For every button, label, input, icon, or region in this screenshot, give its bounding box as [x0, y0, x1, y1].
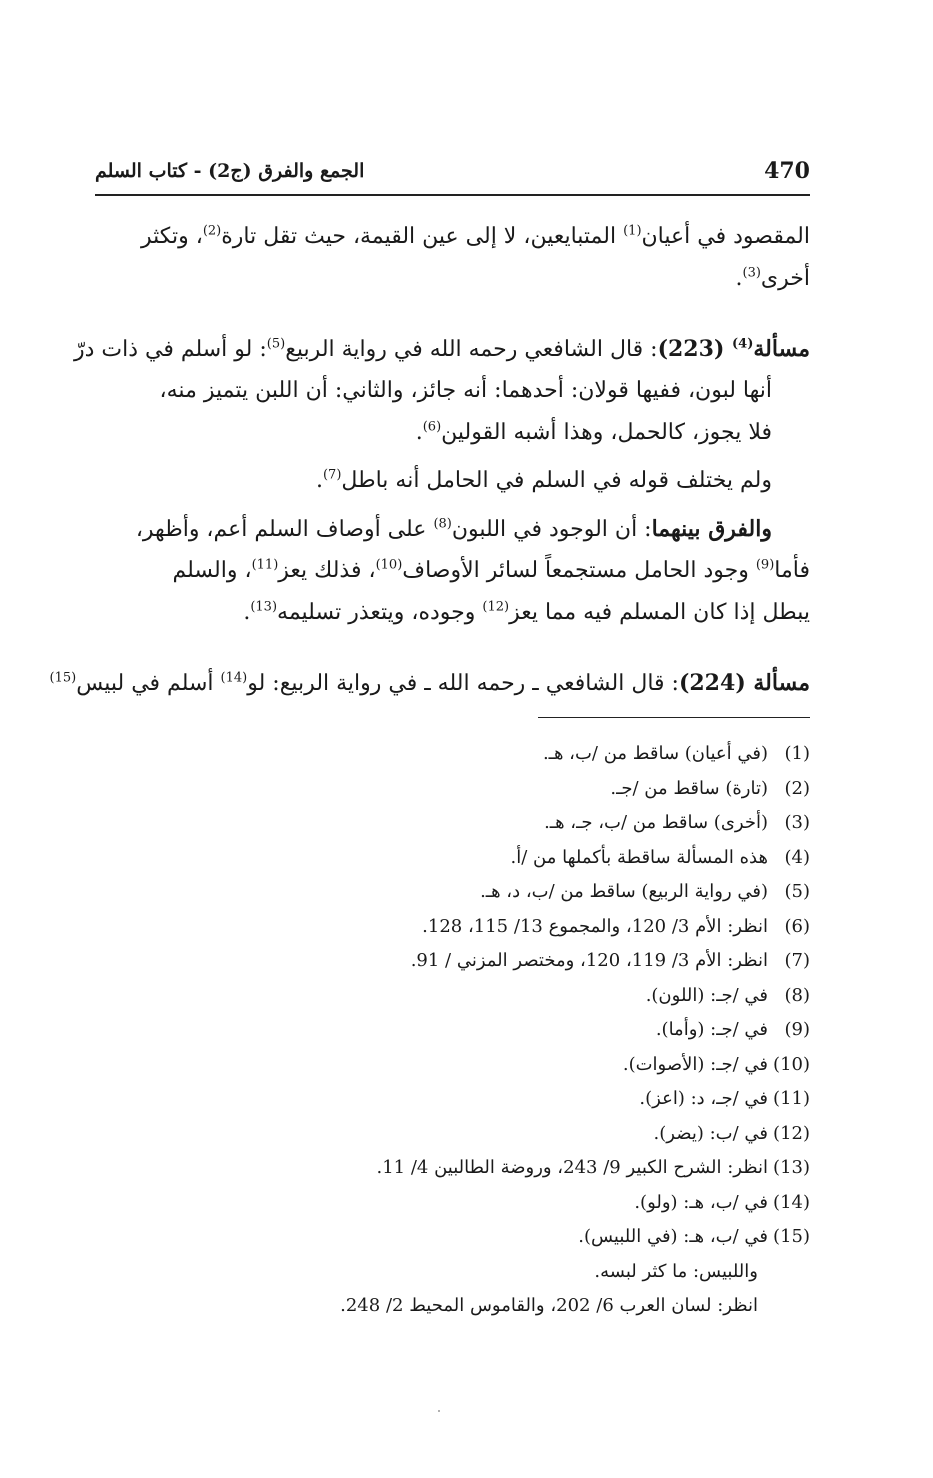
text-line: يبطل إذا كان المسلم فيه مما يعز$^{(12)}$ وجوده، ويتعذر تسليمه$^{(13)}$. [243, 599, 810, 625]
footnote-ref[interactable]: (14) [220, 670, 248, 686]
footnote-ref[interactable]: (7) [322, 467, 342, 483]
footnote-ref[interactable]: (10) [375, 557, 403, 573]
text-line: فأما$^{(9)}$ وجود الحامل مستجمعاً لسائر الأوصاف$^{(10)}$، فذلك يعز$^{(11)}$، والسلم [172, 557, 810, 583]
footnote: (4) هذه المسألة ساقطة بأكملها من /أ. [510, 846, 810, 868]
footnote: (14) في /ب، هـ: (ولو). [634, 1191, 810, 1213]
footnote: (1) (في أعيان) ساقط من /ب، هـ. [542, 743, 810, 764]
footnote-ref[interactable]: (13) [250, 599, 278, 615]
text-line: مسألة (224): قال الشافعي ـ رحمه الله ـ في رواية الربيع: لو$^{(14)}$ أسلم في لبيس$^{(15)}$ [49, 670, 810, 696]
footnote-continuation: انظر: لسان العرب 6/ 202، والقاموس المحيط 2/ 248. [340, 1295, 758, 1316]
footnote-ref[interactable]: (6) [422, 419, 442, 435]
footnote: (10) في /جـ: (الأصوات). [622, 1053, 810, 1075]
footnotes [95, 737, 810, 1324]
footnote: (8) في /جـ: (اللون). [645, 984, 810, 1006]
footnote-continuation: واللبيس: ما كثر لبسه. [594, 1260, 758, 1282]
footnote: (15) في /ب، هـ: (في اللبيس). [578, 1226, 810, 1247]
masala-224 [49, 662, 810, 704]
footnote: (5) (في رواية الربيع) ساقط من /ب، د، هـ. [480, 881, 810, 902]
footnote-ref[interactable]: (15) [49, 670, 77, 686]
footnote: (3) (أخرى) ساقط من /ب، جـ، هـ. [544, 812, 810, 833]
text-line: أخرى$^{(3)}$. [735, 265, 810, 291]
farq-label: والفرق بينهما [651, 516, 772, 542]
paragraph-intro [95, 216, 810, 300]
text-line: المقصود في أعيان$^{(1)}$ المتبايعين، لا إلى عين القيمة، حيث تقل تارة$^{(2)}$، وتكثر [141, 223, 810, 249]
text-line: مسألة$^{(4)}$ (223): قال الشافعي رحمه الله في رواية الربيع$^{(5)}$: لو أسلم في ذات درّ [73, 336, 810, 362]
masala-223 [73, 328, 810, 634]
footnote-ref[interactable]: (4) [732, 336, 754, 352]
footnote: (13) انظر: الشرح الكبير 9/ 243، وروضة الطالبين 4/ 11. [376, 1157, 810, 1178]
footnote: (12) في /ب: (يضر). [653, 1122, 810, 1144]
footnote-ref[interactable]: (2) [202, 223, 222, 239]
footnote: (2) (تارة) ساقط من /جـ. [610, 777, 810, 799]
footnote-ref[interactable]: (5) [266, 336, 286, 352]
footnote-divider [538, 717, 810, 718]
footnote-ref[interactable]: (9) [755, 557, 775, 573]
footnote: (7) انظر: الأم 3/ 119، 120، ومختصر المزني / 91. [410, 950, 810, 971]
scan-speck [438, 1410, 440, 1412]
page-header [95, 150, 810, 196]
footnote: (9) في /جـ: (وأما). [655, 1019, 810, 1040]
masala-label: مسألة$^{(4)}$ (223) [657, 336, 810, 362]
running-title: الجمع والفرق (ج2) - كتاب السلم [95, 160, 365, 182]
footnote-ref[interactable]: (12) [482, 599, 510, 615]
text-line: والفرق بينهما: أن الوجود في اللبون$^{(8)}$ على أوصاف السلم أعم، وأظهر، [135, 516, 772, 542]
masala-label: مسألة (224) [678, 670, 810, 696]
footnote-ref[interactable]: (8) [433, 516, 452, 532]
text-line: أنها لبون، ففيها قولان: أحدهما: أنه جائز، والثاني: أن اللبن يتميز منه، [159, 378, 772, 403]
footnote: (6) انظر: الأم 3/ 120، والمجموع 13/ 115، 128. [422, 915, 810, 937]
footnote-ref[interactable]: (11) [251, 557, 279, 573]
footnote-ref[interactable]: (3) [742, 265, 761, 281]
text-line: فلا يجوز، كالحمل، وهذا أشبه القولين$^{(6)}$. [415, 419, 772, 445]
text-line: ولم يختلف قوله في السلم في الحامل أنه باطل$^{(7)}$. [315, 467, 772, 493]
page-number: 470 [764, 158, 810, 184]
footnote-ref[interactable]: (1) [623, 223, 642, 239]
footnote: (11) في /جـ، د: (اعز). [639, 1088, 810, 1109]
